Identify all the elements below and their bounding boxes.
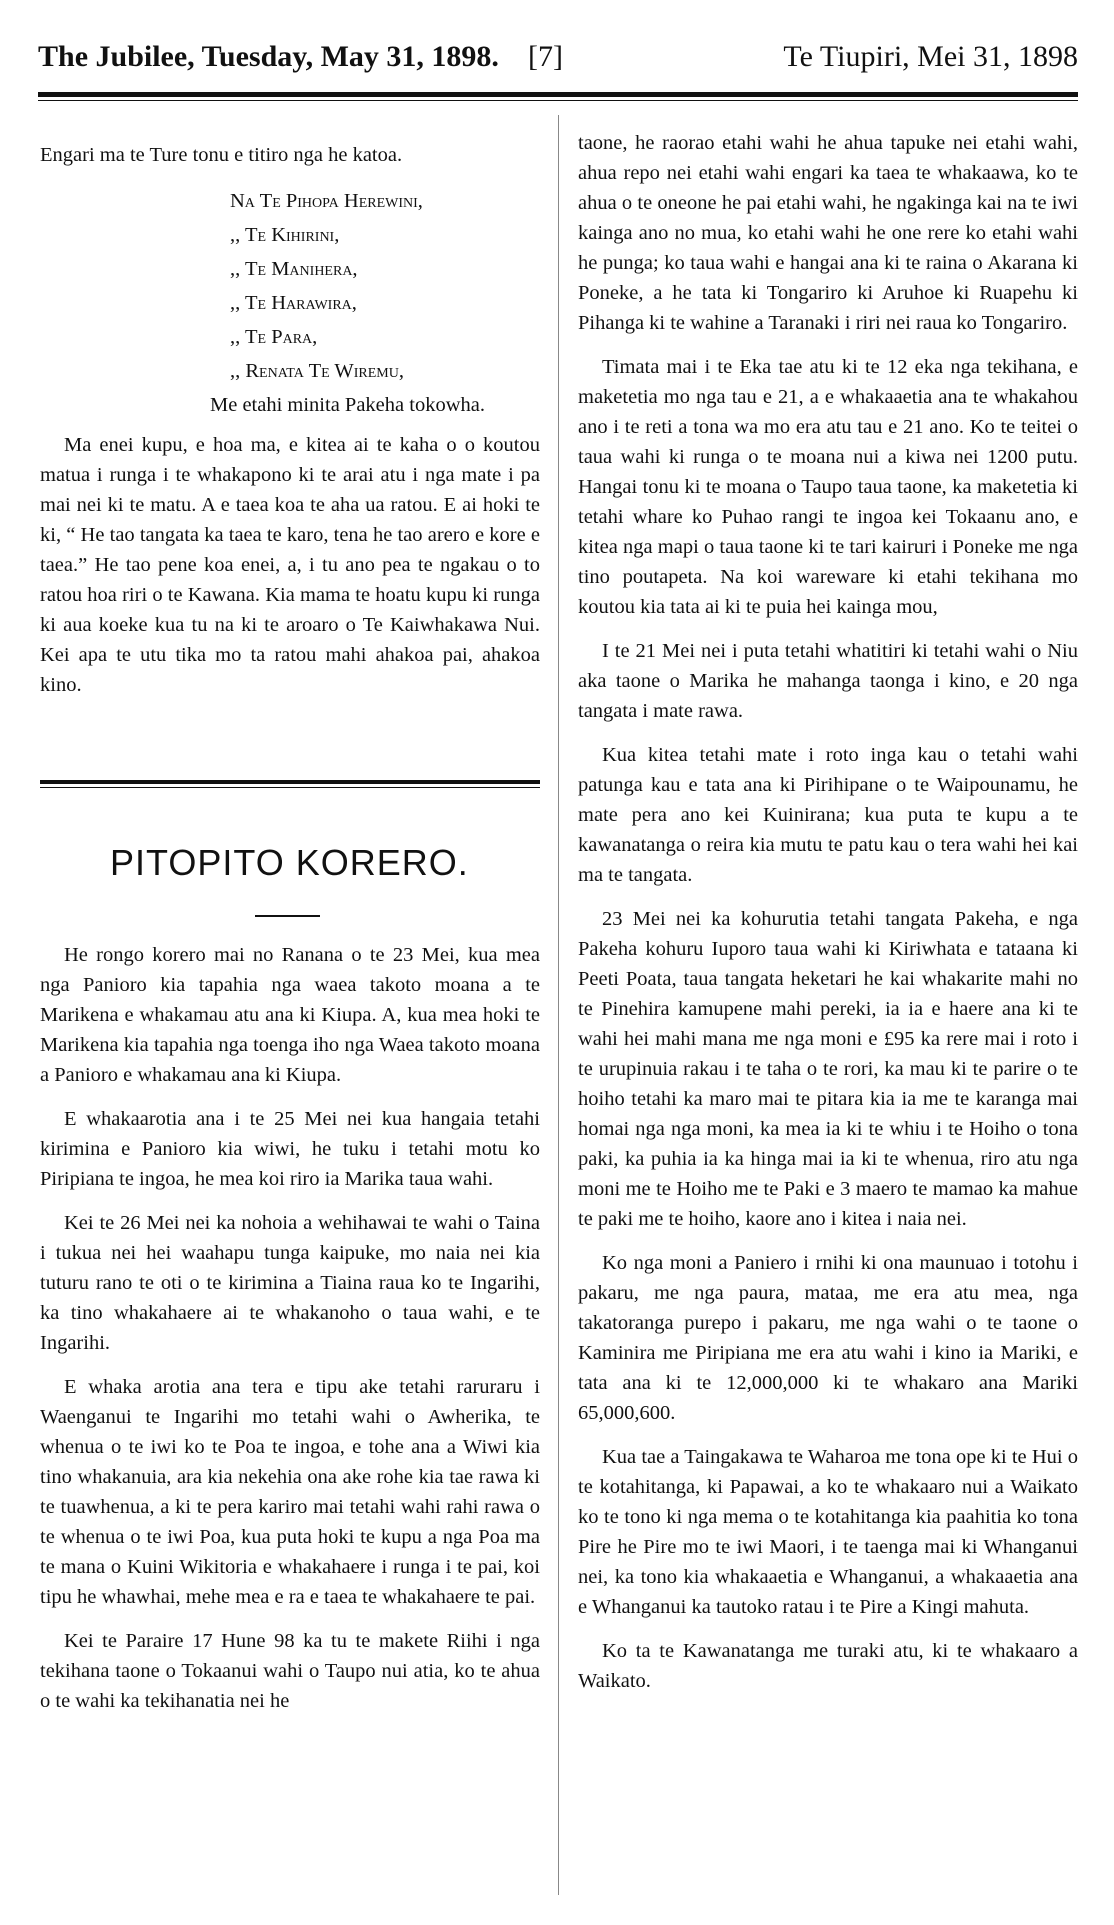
news-item: Kua tae a Taingakawa te Waharoa me tona ope ki te Hui o te kotahitanga, ki Papawai, a ko te whakaaro nui a Waikato ko te tono ki nga mema o te kotahitanga kia paahitia ko tona Pire he Pire mo te iwi Maori, i te taenga mai ki Whanganui nei, ka tono kia whakaaetia e Whanganui, a whakaaetia ana e Whanganui ka tautoko ratau i te Pire a Kingi mahuta. [578,1446,1078,1618]
closing-paragraph: Ma enei kupu, e hoa ma, e kitea ai te kaha o o koutou matua i runga i te whakapono ki te arai atu i nga mate i pa mai nei ki te matu. A e taea koa te aha ua ratou. E ai hoki te ki, “ He tao tangata ka taea te karo, tena he tao arero e kore e taea.” He tao pene koa enei, a, i tu ano pea te ngakau o to ratou hoa riri o te Kawana. Kia mama te hoatu kupu ki runga ki aua koeke kua tu na ki te aroaro o Te Kaiwhakawa Nui. Kei apa te utu tika mo ta ratou mahi ahakoa pai, ahakoa kino. [40,434,540,696]
news-item: Timata mai i te Eka tae atu ki te 12 eka nga tekihana, e maketetia mo nga tau e 21, a e whakaaetia ana te whakahou ano i te reti a tona wa mo era atu tau e 21 ano. Ko te teitei o taua wahi ki runga o te moana nui a kiwa nei 1200 putu. Hangai tonu ki te moana o Taupo taua taone, ka maketetia ki tetahi whare ko Puhao rangi te ingoa kei Tokaanu ano, e kitea nga mapi o taua taone ki te tari kairuri i Poneke me nga tino poutapeta. Na koi wareware ki etahi tekihana mo koutou kia tata ai ki te puia hei kainga mou, [578,356,1078,618]
header-left-title: The Jubilee, Tuesday, May 31, 1898. [38,40,499,73]
header-rule [38,92,1078,97]
signatory: ,, Renata Te Wiremu, [230,360,404,382]
signatory: Me etahi minita Pakeha tokowha. [210,394,485,416]
header-rule-thin [38,100,1078,101]
signatory: ,, Te Manihera, [230,258,358,280]
section-title: PITOPITO KORERO. [110,842,469,883]
section-rule [40,780,540,784]
page-number: [7] [528,40,563,73]
intro-line: Engari ma te Ture tonu e titiro nga he katoa. [40,144,403,166]
signatory: Na Te Pihopa Herewini, [230,190,423,212]
section-rule-thin [40,787,540,788]
news-item: Kei te 26 Mei nei ka nohoia a wehihawai te wahi o Taina i tukua nei hei waahapu tunga kaipuke, mo naia nei kia tuturu rano te oti o te kirimina a Tiaina raua ko te Ingarihi, ka tino whakahaere ai te whakanoho o taua wahi, e te Ingarihi. [40,1212,540,1354]
news-item: Kua kitea tetahi mate i roto inga kau o tetahi wahi patunga kau e tata ana ki Pirihipane o te Waipounamu, he mate pera ano kei Kuinirana; kua puta te kupu a te kawanatanga o reira kia mutu te patu kau o tera wahi hei kai ma te tangata. [578,744,1078,886]
signatory: ,, Te Harawira, [230,292,357,314]
page-header [38,40,1078,84]
signatory: ,, Te Kihirini, [230,224,340,246]
news-item: E whaka arotia ana tera e tipu ake tetahi raruraru i Waenganui te Ingarihi mo tetahi wahi o Awherika, te whenua o te iwi ko te Poa te ingoa, e tohe ana a Wiwi kia tino whakanuia, ara kia nekehia ona ake rohe kia tae rawa ki te tuawhenua, a ki te pera kariro mai tetahi wahi rahi rawa o te whenua o te iwi Poa, kua puta hoki te kupu a nga Poa ma te mana o Kuini Wikitoria e whakahaere i runga i te pai, koi tipu he whawhai, mehe mea e ra e taea te whakahaere te pai. [40,1376,540,1608]
news-item: Ko nga moni a Paniero i rnihi ki ona maunuao i totohu i pakaru, me nga paura, mataa, me era atu mea, nga takatoranga purepo i pakaru, me nga wahi o te taone o Kaminira me Piripiana me era atu wahi i kino ia Mariki, e tata ana ki te 12,000,000 ki te whakaro ana Mariki 65,000,600. [578,1252,1078,1424]
signatory-list [210,184,540,422]
news-item: 23 Mei nei ka kohurutia tetahi tangata Pakeha, e nga Pakeha kohuru Iuporo taua wahi ki Kiriwhata e tataana ki Peeti Poata, taua tangata heketari he kai whakarite mahi no te Pinehira kamupene mahi pereki, ia ia e haere ana ki te wahi hei mahi mana me nga moni e £95 ka rere mai i roto i te urupinuia rakau i te taha o te rori, ka mau ki te parire o te hoiho tetahi ka maro mai te pitara kia ia me te karanga mai homai nga nga moni, ka mea ia ki te whiu i te Hoiho o tona paki, ka puhia ia ka hinga mai ia ki te whenua, riro atu nga moni me te Hoiho me te Paki e 3 maero te mamao ka mahue te paki me te hoiho, kaore ano i kitea i naia nei. [578,908,1078,1230]
signatory: ,, Te Para, [230,326,318,348]
column-divider [558,115,559,1895]
news-item: Ko ta te Kawanatanga me turaki atu, ki te whakaaro a Waikato. [578,1640,1078,1692]
news-item: E whakaarotia ana i te 25 Mei nei kua hangaia tetahi kirimina e Panioro kia wiwi, he tuku i tetahi motu ko Piripiana te ingoa, he mea koi riro ia Marika taua wahi. [40,1108,540,1190]
header-right-title: Te Tiupiri, Mei 31, 1898 [783,40,1078,73]
news-item: I te 21 Mei nei i puta tetahi whatitiri ki tetahi wahi o Niu aka taone o Marika he mahanga taonga i kino, e 20 nga tangata i mate rawa. [578,640,1078,722]
news-item: Kei te Paraire 17 Hune 98 ka tu te makete Riihi i nga tekihana taone o Tokaanui wahi o Taupo nui atia, ko te ahua o te wahi ka tekihanatia nei he [40,1630,540,1712]
news-item: He rongo korero mai no Ranana o te 23 Mei, kua mea nga Panioro kia tapahia nga waea takoto moana a te Marikena e whakamau atu ana ki Kiupa. A, kua mea hoki te Marikena kia tapahia nga toenga iho nga Waea takoto moana a Panioro e whakamau ana ki Kiupa. [40,944,540,1086]
title-underline [255,915,320,917]
right-column [578,128,1078,1710]
left-column [40,140,540,714]
news-item: taone, he raorao etahi wahi he ahua tapuke nei etahi wahi, ahua repo nei etahi wahi engari ka taea te whakaawa, ko te ahua o te oneone he pai etahi wahi, he ngakinga kai na te iwi kainga ano no mua, ko etahi wahi he one rere ko etahi wahi he punga; ko taua wahi e hangai ana ki te raina o Akarana ki Poneke, a he tata ki Tongariro ki Aruhoe ki Ruapehu ki Pihanga ki te wahine a Taranaki i riri nei raua ko Tongariro. [578,132,1078,334]
news-column [40,940,540,1730]
